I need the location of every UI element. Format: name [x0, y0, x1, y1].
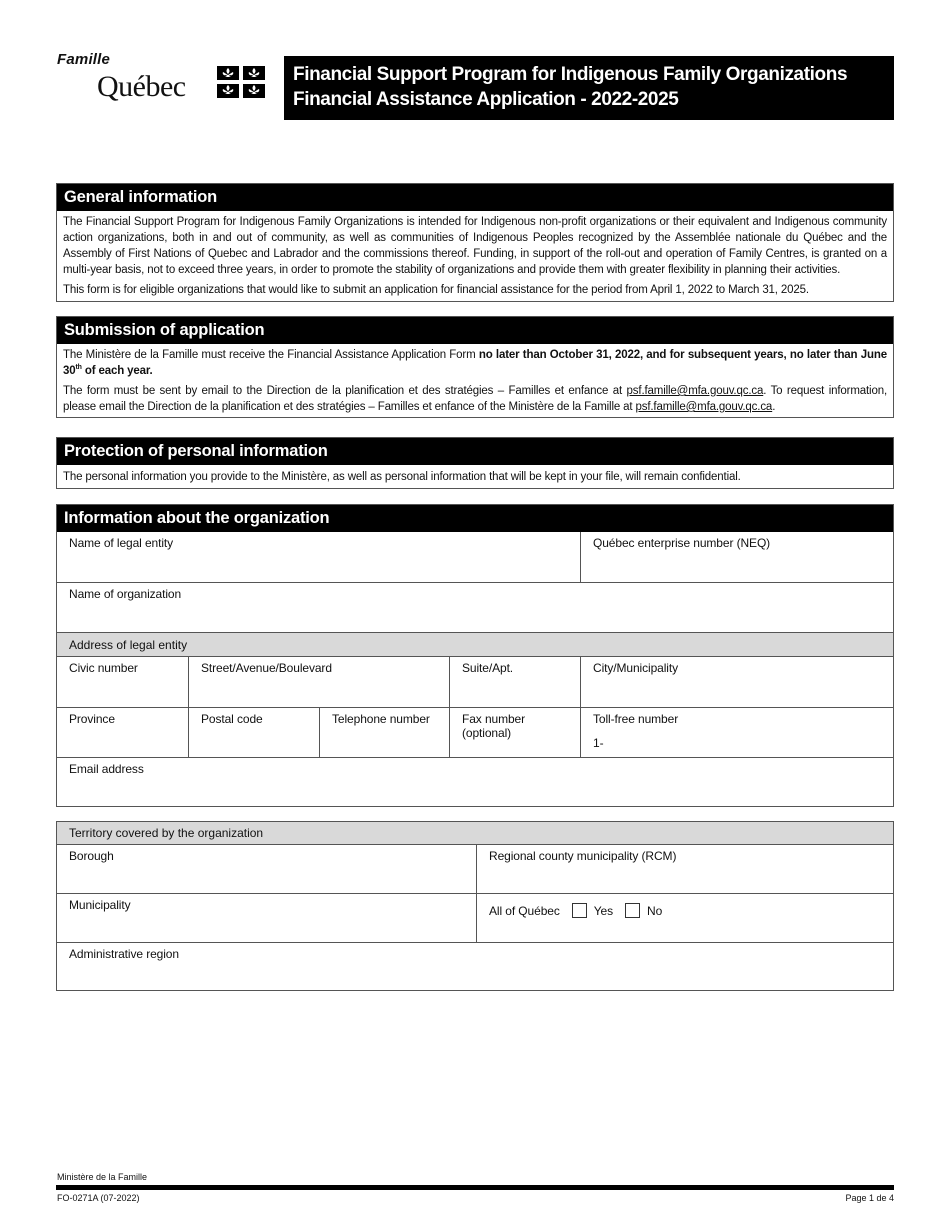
city-field[interactable] — [580, 657, 893, 707]
street-field[interactable] — [188, 657, 449, 707]
submission-deadline-date: no later than October 31, 2022, and for subsequent years, no later than June 30 — [63, 349, 887, 377]
telephone-label: Telephone number — [332, 712, 430, 726]
city-label: City/Municipality — [593, 661, 678, 675]
neq-field[interactable] — [580, 532, 893, 582]
general-information-paragraph-1: The Financial Support Program for Indigenous Family Organizations is intended for Indigenous non-profit organizations or their equivalent and Indigenous community action organizations, both in and out of community, as well as communities of Indigenous Peoples recognized by the Assemblée nationale du Québec and the Assembly of First Nations of Quebec and Labrador and the commissions thereof. Funding, in support of the roll-out and operation of Family Centres, is granted on a multi-year basis, not to exceed three years, in order to promote the stability of organizations and provide them with greater flexibility in planning their activities. — [63, 216, 887, 276]
general-information-paragraph-2: This form is for eligible organizations that would like to submit an application for financial assistance for the period from April 1, 2022 to March 31, 2025. — [63, 284, 809, 296]
submission-heading: Submission of application — [57, 317, 893, 344]
organization-name-label: Name of organization — [69, 587, 182, 601]
toll-free-prefix: 1- — [593, 736, 604, 750]
no-checkbox[interactable] — [625, 903, 640, 918]
telephone-field[interactable] — [319, 708, 449, 757]
footer-page-number: Page 1 de 4 — [845, 1193, 894, 1203]
province-label: Province — [69, 712, 115, 726]
all-quebec-label: All of Québec — [489, 904, 560, 918]
submission-email-paragraph — [63, 383, 887, 415]
all-quebec-field — [476, 894, 893, 942]
organization-section — [56, 504, 894, 807]
submission-email-end: . — [772, 401, 776, 413]
toll-free-field[interactable] — [580, 708, 893, 757]
no-label: No — [647, 904, 663, 918]
email-link-2[interactable]: psf.famille@mfa.gouv.qc.ca — [635, 401, 773, 413]
privacy-heading: Protection of personal information — [57, 438, 893, 465]
org-row-legal — [57, 532, 893, 582]
fax-label: Fax number (optional) — [462, 712, 526, 740]
rcm-label: Regional county municipality (RCM) — [489, 849, 677, 863]
fleurdelise-flag-icon — [217, 66, 265, 98]
privacy-body — [57, 465, 893, 489]
toll-free-label: Toll-free number — [593, 712, 679, 726]
org-row-name — [57, 582, 893, 632]
quebec-logo — [57, 50, 272, 110]
organization-name-field[interactable] — [57, 583, 893, 632]
rcm-field[interactable] — [476, 845, 893, 893]
footer-divider — [56, 1185, 894, 1190]
fax-field[interactable] — [449, 708, 580, 757]
postal-code-label: Postal code — [201, 712, 263, 726]
submission-email-middle: . To request information, please email the Direction de la planification et des stratégies – Familles et enfance of the Ministère de la Famille at — [63, 385, 887, 413]
civic-number-label: Civic number — [69, 661, 138, 675]
province-field[interactable] — [57, 708, 188, 757]
general-information-body — [57, 211, 893, 302]
logo-famille-text: Famille — [57, 51, 111, 68]
street-label: Street/Avenue/Boulevard — [201, 661, 332, 675]
yes-checkbox[interactable] — [572, 903, 587, 918]
address-heading: Address of legal entity — [57, 632, 893, 656]
yes-label: Yes — [593, 904, 614, 918]
legal-entity-field[interactable] — [57, 532, 580, 582]
legal-entity-label: Name of legal entity — [69, 536, 174, 550]
territory-heading: Territory covered by the organization — [57, 822, 893, 844]
submission-deadline-intro: The Ministère de la Famille must receive the Financial Assistance Application Form — [63, 349, 479, 361]
submission-email-intro: The form must be sent by email to the Direction de la planification et des stratégies – Familles et enfance at — [63, 385, 627, 397]
email-link-1[interactable]: psf.famille@mfa.gouv.qc.ca — [626, 385, 764, 397]
submission-section — [56, 316, 894, 418]
footer-form-code: FO-0271A (07-2022) — [57, 1193, 140, 1203]
org-row-email — [57, 757, 893, 807]
email-address-field[interactable] — [57, 758, 893, 807]
administrative-region-field[interactable] — [57, 943, 893, 991]
org-row-contact — [57, 707, 893, 757]
privacy-section — [56, 437, 894, 489]
submission-deadline-paragraph — [63, 347, 887, 379]
form-title-banner — [284, 56, 894, 120]
territory-section — [56, 821, 894, 991]
postal-code-field[interactable] — [188, 708, 319, 757]
form-title-line1: Financial Support Program for Indigenous Family Organizations — [293, 64, 848, 85]
privacy-paragraph: The personal information you provide to the Ministère, as well as personal information that will be kept in your file, will remain confidential. — [63, 471, 741, 483]
territory-row-3 — [57, 942, 893, 991]
general-information-heading: General information — [57, 184, 893, 211]
email-address-label: Email address — [69, 762, 144, 776]
neq-label: Québec enterprise number (NEQ) — [593, 536, 771, 550]
borough-field[interactable] — [57, 845, 476, 893]
general-information-section — [56, 183, 894, 302]
footer-ministry: Ministère de la Famille — [57, 1172, 148, 1182]
organization-heading: Information about the organization — [57, 505, 893, 532]
municipality-field[interactable] — [57, 894, 476, 942]
borough-label: Borough — [69, 849, 114, 863]
territory-row-1 — [57, 844, 893, 893]
territory-row-2 — [57, 893, 893, 942]
org-row-address — [57, 656, 893, 707]
submission-deadline-end: of each year. — [81, 365, 153, 377]
suite-field[interactable] — [449, 657, 580, 707]
submission-body — [57, 344, 893, 419]
logo-quebec-text: Québec — [97, 70, 186, 103]
form-title-line2: Financial Assistance Application - 2022-2025 — [293, 89, 679, 110]
administrative-region-label: Administrative region — [69, 947, 179, 961]
submission-deadline-sup: th — [75, 364, 82, 372]
suite-label: Suite/Apt. — [462, 661, 514, 675]
municipality-label: Municipality — [69, 898, 131, 912]
civic-number-field[interactable] — [57, 657, 188, 707]
